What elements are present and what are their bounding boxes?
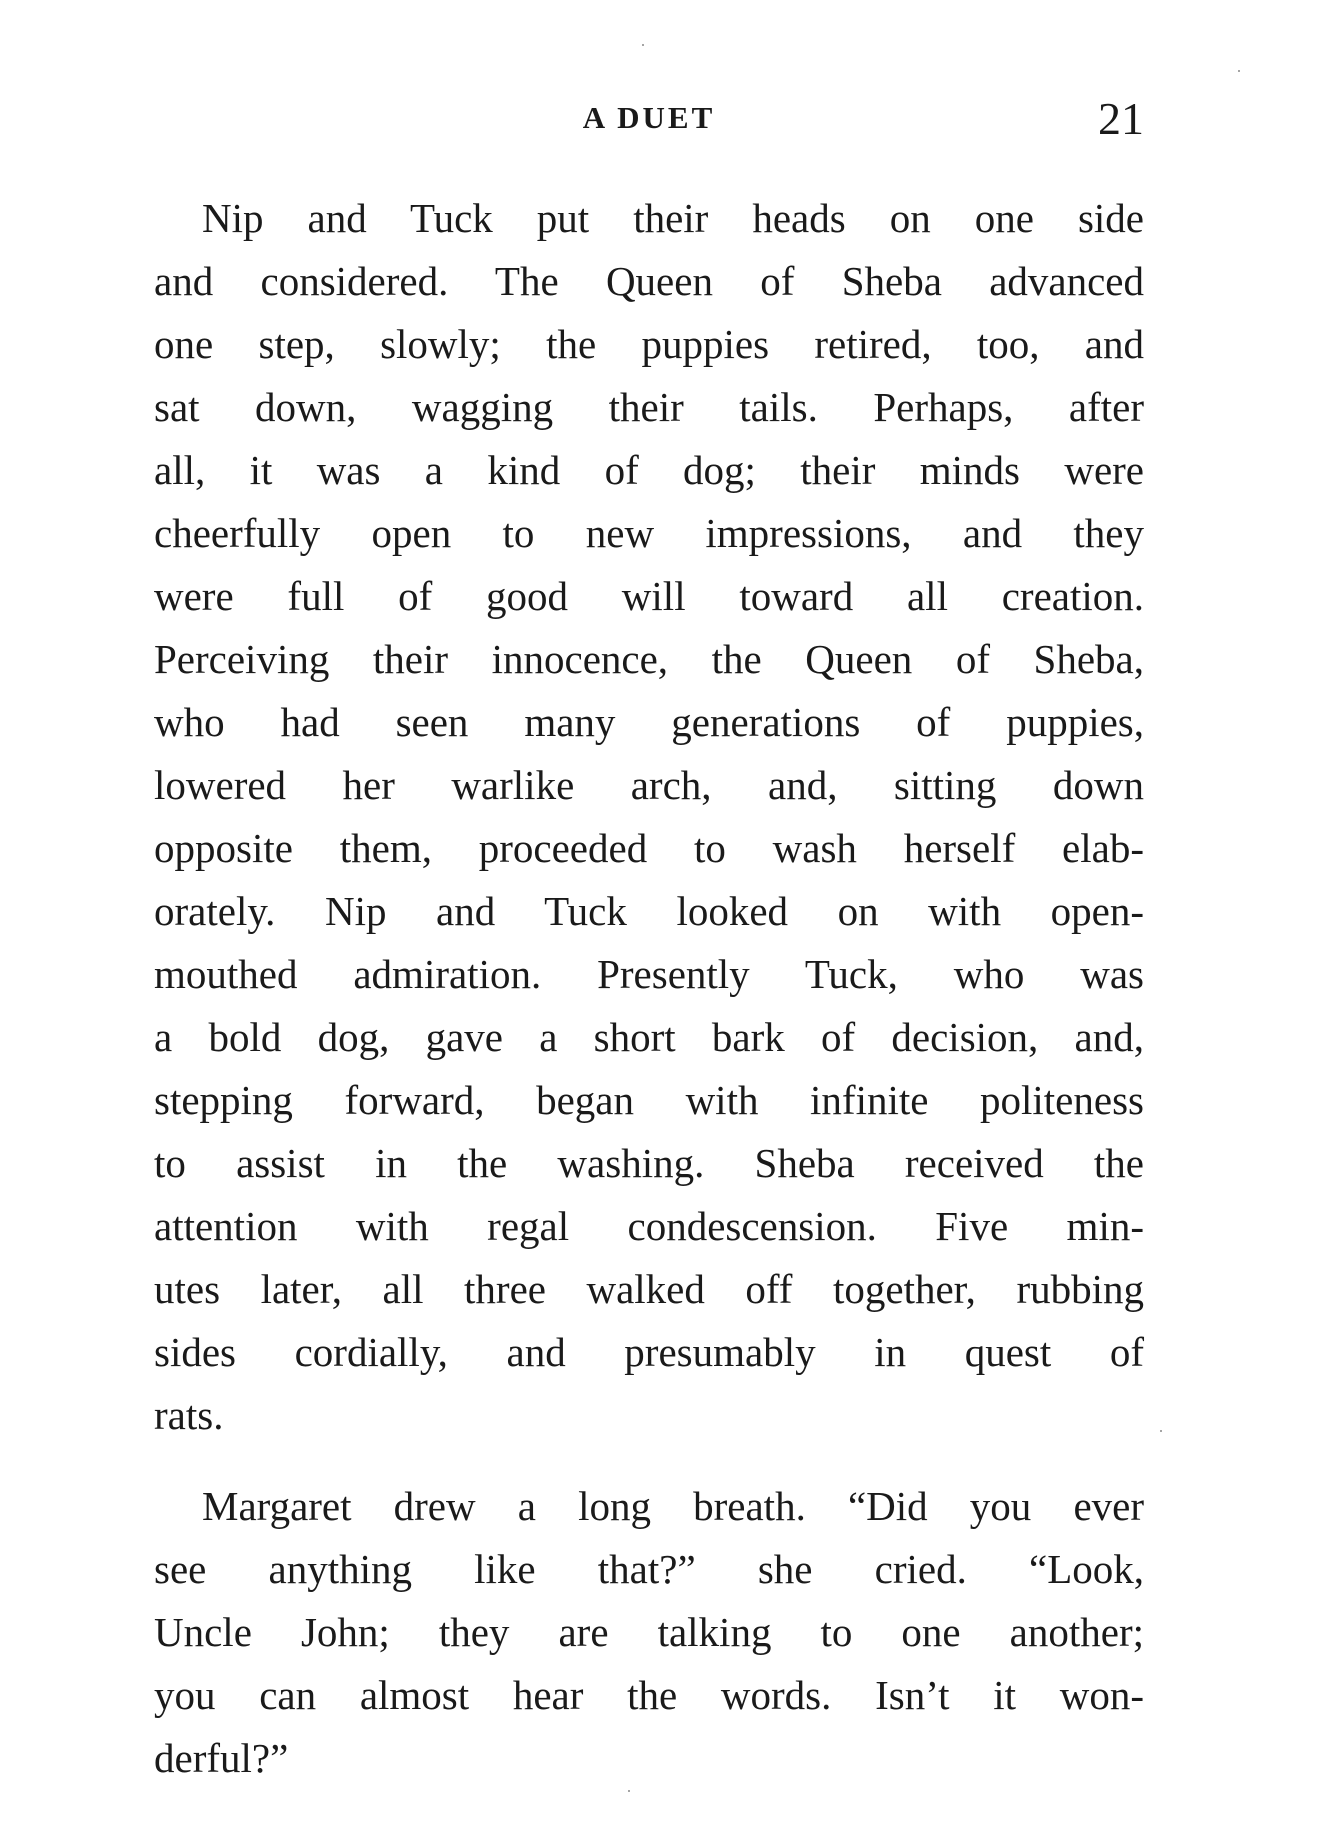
body-text xyxy=(154,187,1144,1790)
text-line: sat down, wagging their tails. Perhaps, after xyxy=(154,384,1144,430)
text-line: and considered. The Queen of Sheba advanced xyxy=(154,258,1144,304)
text-line: one step, slowly; the puppies retired, too, and xyxy=(154,321,1144,367)
paper-speck xyxy=(628,1790,630,1792)
text-line: sides cordially, and presumably in quest of xyxy=(154,1329,1144,1375)
text-line: Uncle John; they are talking to one another; xyxy=(154,1609,1144,1655)
text-line: orately. Nip and Tuck looked on with open- xyxy=(154,888,1144,934)
paper-speck xyxy=(1160,1430,1162,1432)
text-line: stepping forward, began with infinite politeness xyxy=(154,1077,1144,1123)
text-line: Nip and Tuck put their heads on one side xyxy=(202,195,1144,241)
text-line: Margaret drew a long breath. “Did you ever xyxy=(202,1483,1144,1529)
running-head xyxy=(154,92,1144,152)
text-line: lowered her warlike arch, and, sitting down xyxy=(154,762,1144,808)
paper-speck xyxy=(1238,70,1240,72)
text-line: see anything like that?” she cried. “Look, xyxy=(154,1546,1144,1592)
text-line: who had seen many generations of puppies, xyxy=(154,699,1144,745)
text-line: were full of good will toward all creation. xyxy=(154,573,1144,619)
text-line: Perceiving their innocence, the Queen of Sheba, xyxy=(154,636,1144,682)
paragraph-gap xyxy=(154,1447,1144,1475)
text-line: to assist in the washing. Sheba received the xyxy=(154,1140,1144,1186)
text-line: cheerfully open to new impressions, and they xyxy=(154,510,1144,556)
paper-speck xyxy=(642,44,644,46)
text-line: mouthed admiration. Presently Tuck, who was xyxy=(154,951,1144,997)
text-line: utes later, all three walked off together, rubbing xyxy=(154,1266,1144,1312)
running-title: A DUET xyxy=(582,100,716,135)
text-line: all, it was a kind of dog; their minds were xyxy=(154,447,1144,493)
text-line: rats. xyxy=(154,1392,224,1438)
text-line: you can almost hear the words. Isn’t it won- xyxy=(154,1672,1144,1718)
text-line: a bold dog, gave a short bark of decision, and, xyxy=(154,1014,1144,1060)
page-number: 21 xyxy=(1098,93,1144,144)
text-line: opposite them, proceeded to wash herself elab- xyxy=(154,825,1144,871)
paragraph-2 xyxy=(154,1475,1144,1790)
paragraph-1 xyxy=(154,187,1144,1447)
text-line: derful?” xyxy=(154,1735,289,1781)
text-line: attention with regal condescension. Five min- xyxy=(154,1203,1144,1249)
